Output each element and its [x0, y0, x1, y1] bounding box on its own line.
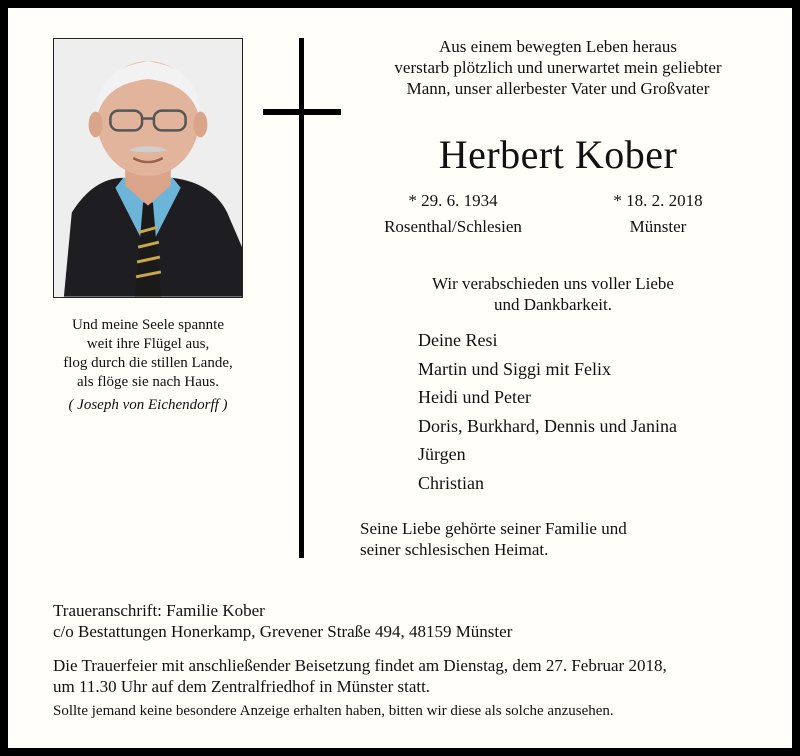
poem-line: weit ihre Flügel aus, [86, 336, 210, 352]
poem-line: Und meine Seele spannte [71, 317, 225, 333]
death-info [568, 188, 748, 240]
closing-text [360, 518, 760, 560]
death-place: Münster [629, 217, 687, 236]
intro-line: Mann, unser allerbester Vater und Großvater [406, 79, 710, 98]
poem-line: flog durch die stillen Lande, [63, 355, 233, 371]
intro-line: verstarb plötzlich und unerwartet mein geliebter [394, 58, 722, 77]
obituary-card [8, 8, 792, 748]
poem-author: ( Joseph von Eichendorff ) [68, 397, 228, 413]
family-member: Heidi und Peter [418, 387, 531, 407]
closing-line: seiner schlesischen Heimat. [360, 540, 549, 559]
ceremony-line: um 11.30 Uhr auf dem Zentralfriedhof in Münster statt. [53, 677, 431, 696]
mourning-address [53, 600, 783, 642]
portrait-photo [53, 38, 243, 298]
family-list [418, 326, 788, 497]
birth-date: * 29. 6. 1934 [408, 191, 498, 210]
farewell-line: Wir verabschieden uns voller Liebe [432, 274, 674, 293]
poem [38, 316, 258, 415]
ceremony-info [53, 655, 783, 697]
intro-line: Aus einem bewegten Leben heraus [439, 37, 677, 56]
cross-icon [299, 38, 304, 558]
birth-info [363, 188, 543, 240]
poem-line: als flöge sie nach Haus. [76, 374, 220, 390]
deceased-name: Herbert Kober [438, 132, 678, 177]
family-member: Doris, Burkhard, Dennis und Janina [418, 415, 677, 436]
family-member: Jürgen [418, 444, 466, 464]
address-line: Traueranschrift: Familie Kober [53, 601, 265, 620]
death-date: * 18. 2. 2018 [613, 191, 703, 210]
intro-text [338, 36, 778, 99]
family-member: Deine Resi [418, 330, 498, 350]
cross-icon-bar [263, 109, 341, 115]
birth-place: Rosenthal/Schlesien [384, 217, 522, 236]
notice-text: Sollte jemand keine besondere Anzeige erhalten haben, bitten wir diese als solche anzusehen. [53, 703, 614, 719]
family-member: Martin und Siggi mit Felix [418, 358, 612, 379]
farewell-text [388, 273, 718, 315]
address-line: c/o Bestattungen Honerkamp, Grevener Straße 494, 48159 Münster [53, 622, 513, 641]
family-member: Christian [418, 472, 484, 493]
closing-line: Seine Liebe gehörte seiner Familie und [360, 519, 627, 538]
farewell-line: und Dankbarkeit. [493, 295, 613, 314]
portrait-photo-icon [54, 39, 242, 297]
footer [53, 600, 783, 721]
ceremony-line: Die Trauerfeier mit anschließender Beisetzung findet am Dienstag, dem 27. Februar 2018, [53, 656, 667, 675]
